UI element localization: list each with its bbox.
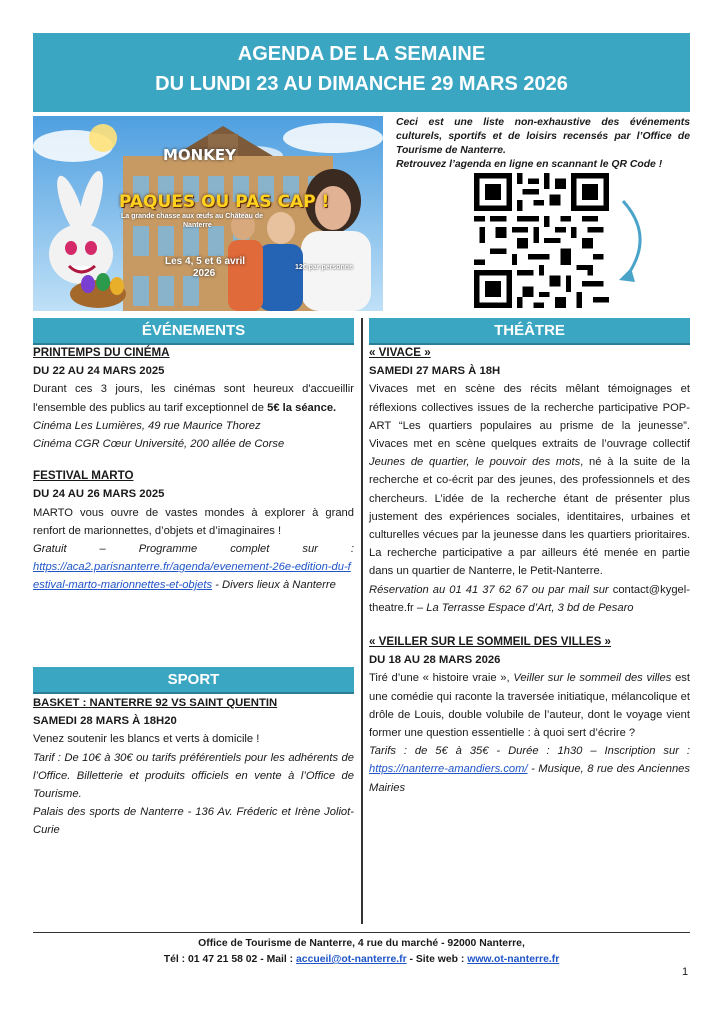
sport-date: SAMEDI 28 MARS À 18H20: [33, 715, 177, 728]
hero-subline: La grande chasse aux œufs au Château de: [121, 213, 263, 220]
event-description: MARTO vous ouvre de vastes mondes à explorer à grand renfort de marionnettes, d’objets et d’imaginaires !: [33, 506, 354, 537]
theatre-column: [369, 344, 690, 797]
festival-marto-link[interactable]: https://aca2.parisnanterre.fr/agenda/evenement-26e-edition-du-festival-marto-marionnettes-et-objets: [33, 561, 351, 592]
event-date: DU 22 AU 24 MARS 2025: [33, 365, 165, 378]
footer: [33, 936, 690, 968]
event-body-text: Durant ces 3 jours, les cinémas sont heureux d'accueillir l'ensemble des publics au tarif exceptionnel de: [33, 383, 354, 414]
hero-year: 2026: [193, 268, 216, 279]
hero-subline-2: Nanterre: [183, 222, 212, 229]
event-link-line: [33, 558, 354, 594]
theatre-body-text: , né à la suite de la recherche et co-écrit par des jeunes, des professionnels et des chercheurs. L’idée de la recherche étant de présenter plus justement des expériences sociales, identitaires, urbaines et culturelles vécues par la jeunesse dans les quartiers prioritaires. La recherche participative a par ailleurs été menée en partie dans un quartier de Nanterre, le Petit-Nanterre.: [369, 456, 690, 578]
footer-web-label: - Site web :: [406, 954, 468, 965]
theatre-title: « VIVACE »: [369, 346, 431, 359]
hero-headline: PAQUES OU PAS CAP !: [119, 192, 330, 212]
contact-email[interactable]: contact@kygel-theatre.fr: [369, 583, 690, 614]
curved-arrow-icon: [613, 196, 653, 286]
sport-tarif: Tarif : De 10€ à 30€ ou tarifs préférentiels pour les adhérents de l’Office. Billetterie et produits officiels en vente à l’Office de Tourisme.: [33, 751, 354, 801]
sport-venue: Palais des sports de Nanterre - 136 Av. Fréderic et Irène Joliot-Curie: [33, 806, 354, 837]
hero-image: [33, 116, 383, 311]
events-heading: ÉVÉNEMENTS: [33, 318, 354, 345]
event-description: [33, 380, 354, 416]
footer-email-link[interactable]: accueil@ot-nanterre.fr: [296, 954, 407, 965]
sport-title: BASKET : NANTERRE 92 VS SAINT QUENTIN: [33, 697, 278, 709]
hero-logo: MONKEY: [163, 146, 236, 164]
reservation-text: Réservation au 01 41 37 62 67 ou par mail sur: [369, 583, 613, 596]
page-number: 1: [682, 966, 689, 978]
page-subtitle: DU LUNDI 23 AU DIMANCHE 29 MARS 2026: [155, 73, 568, 95]
theatre-date: DU 18 AU 28 MARS 2026: [369, 654, 501, 667]
tarif-text: Tarifs : de 5€ à 35€ - Durée : 1h30 – Inscription sur :: [369, 745, 690, 758]
hero-dates: Les 4, 5 et 6 avril: [165, 256, 246, 267]
theatre-description: [369, 669, 690, 742]
event-date: DU 24 AU 26 MARS 2025: [33, 488, 165, 501]
column-divider: [361, 318, 363, 924]
theatre-heading: THÉÂTRE: [369, 318, 690, 345]
page-title: AGENDA DE LA SEMAINE: [237, 43, 486, 65]
intro-line-1: Ceci est une liste non-exhaustive des événements culturels, sportifs et de loisirs recensés par l’Office de Tourisme de Nanterre.: [396, 117, 690, 156]
footer-contact: [33, 952, 690, 968]
sport-description: Venez soutenir les blancs et verts à domicile !: [33, 733, 260, 746]
qr-code-icon[interactable]: [474, 173, 609, 308]
theatre-title: « VEILLER SUR LE SOMMEIL DES VILLES »: [369, 635, 612, 649]
theatre-tarif: [369, 742, 690, 797]
event-info: Gratuit – Programme complet sur :: [33, 543, 354, 556]
book-title: Jeunes de quartier, le pouvoir des mots: [369, 456, 581, 469]
event-title: FESTIVAL MARTO: [33, 469, 134, 483]
theatre-venue: – La Terrasse Espace d’Art, 3 bd de Pesaro: [413, 601, 634, 614]
theatre-venue: - Musique, 8 rue des Anciennes Mairies: [369, 763, 690, 794]
page-title-banner: [33, 33, 690, 112]
footer-address: Office de Tourisme de Nanterre, 4 rue du marché - 92000 Nanterre,: [198, 938, 525, 949]
footer-phone: Tél : 01 47 21 58 02 - Mail :: [163, 954, 297, 965]
theatre-body-text: est une comédie qui raconte la traversée initiatique, mélancolique et drôle de Louis, double volubile de l’auteur, dont le voyage vient former une question essentielle : à quoi sert d’écrire ?: [369, 672, 690, 740]
theatre-date: SAMEDI 27 MARS À 18H: [369, 365, 501, 378]
theatre-body-text: Tiré d’une « histoire vraie »,: [369, 672, 514, 685]
events-column: [33, 344, 354, 595]
intro-text: [396, 116, 690, 172]
footer-divider: [33, 932, 690, 933]
theatre-body-text: Vivaces met en scène des récits mêlant témoignages et réflexions collectives issues de la recherche participative POP-ART “Les quartiers populaires au prisme de la jeunesse”. Vivaces met en scène quelques extraits de l’ouvrage collectif: [369, 383, 690, 451]
intro-line-2: Retrouvez l’agenda en ligne en scannant le QR Code !: [396, 159, 663, 170]
play-title: Veiller sur le sommeil des villes: [513, 672, 672, 685]
event-venue: - Divers lieux à Nanterre: [212, 579, 336, 592]
sport-column: [33, 694, 354, 840]
event-venue: Cinéma CGR Cœur Université, 200 allée de Corse: [33, 438, 285, 451]
sport-heading: SPORT: [33, 667, 354, 694]
event-title: PRINTEMPS DU CINÉMA: [33, 346, 170, 359]
amandiers-link[interactable]: https://nanterre-amandiers.com/: [369, 763, 528, 776]
hero-price: 12€ par personne: [295, 264, 353, 271]
footer-website-link[interactable]: www.ot-nanterre.fr: [467, 954, 560, 965]
theatre-description: [369, 380, 690, 580]
event-price-highlight: 5€ la séance.: [267, 401, 337, 414]
theatre-reservation: [369, 581, 690, 617]
event-venue: Cinéma Les Lumières, 49 rue Maurice Thorez: [33, 419, 261, 432]
